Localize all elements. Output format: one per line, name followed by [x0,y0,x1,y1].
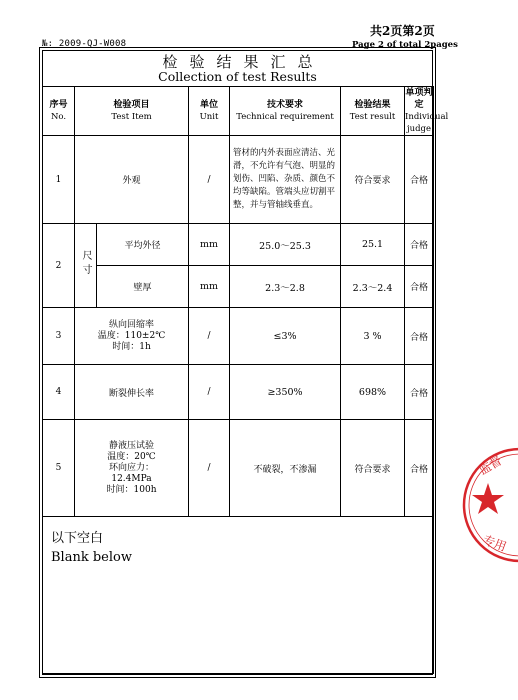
row-no: 5 [43,420,75,517]
row-no: 4 [43,365,75,420]
row-unit: mm [189,266,230,308]
row-requirement: ≥350% [230,365,341,420]
results-table [42,86,449,674]
title-chinese: 检验结果汇总 [162,53,325,71]
row-result: 698% [341,365,405,420]
column-header-item: 检验项目 Test Item [75,87,189,136]
row-judge: 合格 [405,365,434,420]
blank-below-english: Blank below [51,550,132,565]
table-row [43,266,434,308]
row-item: 断裂伸长率 [75,365,189,420]
title-english: Collection of test Results [158,69,317,84]
blank-row [43,517,434,674]
row-unit: / [189,365,230,420]
row-unit: / [189,136,230,224]
row-judge: 合格 [405,224,434,266]
table-header-row [43,87,434,136]
row-requirement: 2.3～2.8 [230,266,341,308]
row-item: 壁厚 [97,266,189,308]
row-result: 符合要求 [341,420,405,517]
official-seal-stamp [458,445,518,585]
row-unit: mm [189,224,230,266]
row-item: 纵向回缩率 温度：110±2℃ 时间：1h [75,308,189,365]
page-count-english: Page 2 of total 2pages [352,40,458,50]
row-unit: / [189,308,230,365]
row-judge: 合格 [405,136,434,224]
column-header-requirement: 技术要求 Technical requirement [230,87,341,136]
column-header-unit: 单位 Unit [189,87,230,136]
row-requirement: ≤3% [230,308,341,365]
row-result: 符合要求 [341,136,405,224]
table-row [43,365,434,420]
row-item: 外观 [75,136,189,224]
row-item: 静液压试验 温度：20℃ 环向应力： 12.4MPa 时间：100h [75,420,189,517]
table-row [43,224,434,266]
row-item: 平均外径 [97,224,189,266]
row-no: 3 [43,308,75,365]
blank-cell [43,517,434,674]
svg-text:专用: 专用 [480,532,509,555]
row-requirement: 不破裂，不渗漏 [230,420,341,517]
blank-below-chinese: 以下空白 [51,531,104,546]
row-result: 25.1 [341,224,405,266]
row-requirement: 25.0～25.3 [230,224,341,266]
document-number: №: 2009-QJ-W008 [42,39,127,49]
row-judge: 合格 [405,308,434,365]
table-row [43,420,434,517]
table-row [43,136,434,224]
row-requirement: 管材的内外表面应清洁、光滑，不允许有气泡、明显的划伤、凹陷、杂质、颜色不均等缺陷。管端头应切割平整，并与管轴线垂直。 [230,136,341,224]
row-judge: 合格 [405,266,434,308]
table-row [43,308,434,365]
row-no: 2 [43,224,75,308]
row-group-label: 尺寸 [75,224,97,308]
row-result: 2.3～2.4 [341,266,405,308]
page-count: 共2页第2页 [370,24,435,38]
row-no: 1 [43,136,75,224]
column-header-judge: 单项判定 Individual judge [405,88,449,134]
column-header-result: 检验结果 Test result [341,87,405,136]
row-unit: / [189,420,230,517]
svg-text:监督: 监督 [476,453,505,478]
row-judge: 合格 [405,420,434,517]
column-header-no: 序号 No. [43,87,75,136]
row-result: 3 % [341,308,405,365]
